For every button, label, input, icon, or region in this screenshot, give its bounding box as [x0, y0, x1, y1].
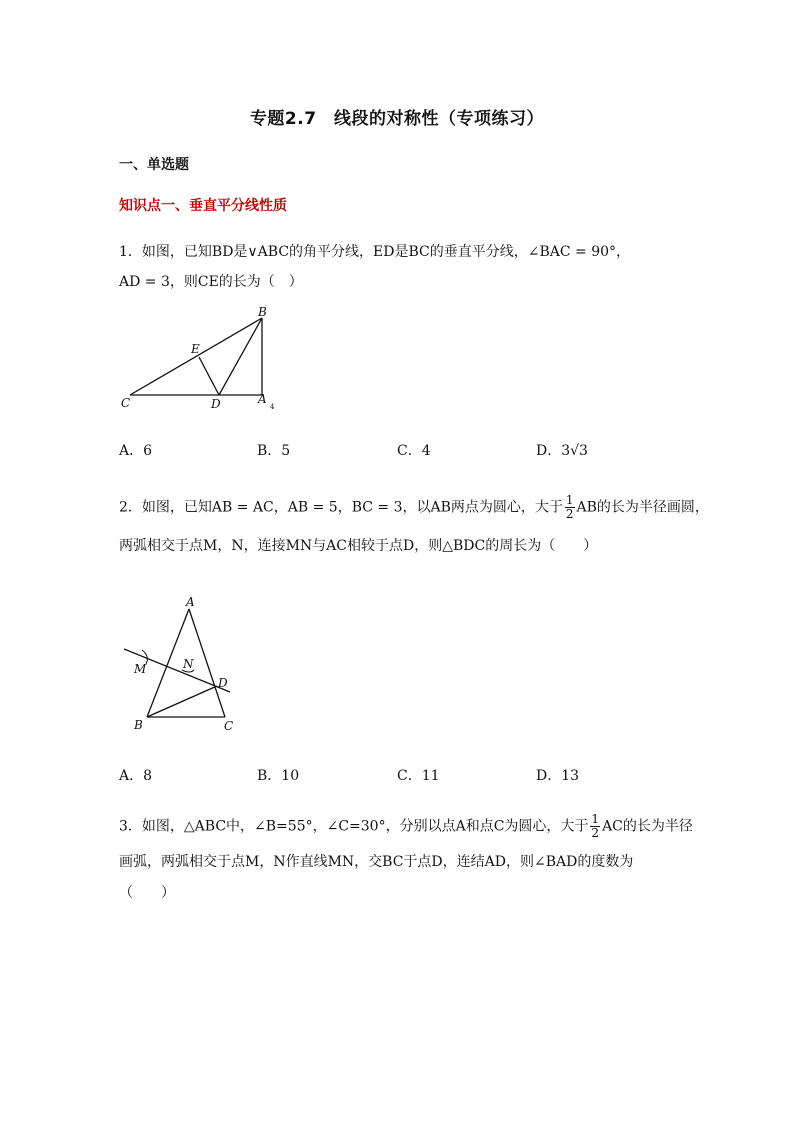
q2-text-line1-a: 2．如图，已知AB = AC，AB = 5，BC = 3，以AB两点为圆心，大于	[119, 499, 563, 516]
q2-option-a[interactable]: A．8	[119, 768, 153, 784]
q2-fraction-denominator: 2	[565, 507, 574, 521]
q3-fraction-numerator: 1	[591, 812, 600, 826]
q1-segment-ed	[199, 357, 219, 395]
q1-text-line2: AD = 3，则CE的长为（ ）	[119, 274, 303, 290]
q1-option-d[interactable]: D．3√3	[536, 443, 588, 459]
q2-option-d[interactable]: D．13	[536, 768, 580, 784]
q1-segment-bd	[219, 318, 262, 395]
q1-label-a: A	[258, 392, 267, 406]
document-title: 专题2.7 线段的对称性（专项练习）	[249, 109, 545, 129]
q1-option-b[interactable]: B．5	[257, 443, 291, 459]
q2-label-a: A	[186, 595, 195, 609]
q1-label-c: C	[121, 396, 131, 410]
q1-label-e: E	[191, 342, 200, 356]
q3-fraction-denominator: 2	[591, 826, 600, 840]
q3-text-line1-b: AC的长为半径	[602, 818, 693, 835]
q2-option-c[interactable]: C．11	[397, 768, 440, 784]
q2-fraction	[565, 494, 575, 521]
q2-label-n: N	[183, 657, 194, 671]
q2-label-b: B	[134, 718, 143, 732]
q2-figure	[120, 592, 245, 737]
q1-label-d: D	[211, 397, 221, 411]
q2-label-c: C	[224, 719, 234, 733]
q1-label-small: 4	[270, 403, 275, 411]
section-heading: 一、单选题	[119, 157, 189, 173]
q2-fraction-numerator: 1	[565, 493, 574, 507]
q2-option-b[interactable]: B．10	[257, 768, 300, 784]
q1-text-line1: 1．如图，已知BD是∨ABC的角平分线，ED是BC的垂直平分线，∠BAC = 90°，	[119, 244, 631, 260]
knowledge-point-heading: 知识点一、垂直平分线性质	[119, 198, 287, 214]
q3-fraction	[590, 813, 600, 840]
q3-text-line3: （ ）	[119, 885, 175, 901]
q2-label-m: M	[134, 662, 147, 676]
q3-text-line2: 画弧，两弧相交于点M，N作直线MN，交BC于点D，连结AD，则∠BAD的度数为	[119, 854, 634, 870]
q1-label-b: B	[258, 305, 267, 319]
q2-segment-ac	[189, 609, 225, 717]
q2-text-line1	[119, 494, 709, 521]
q1-segment-cb	[130, 318, 262, 395]
q1-figure	[115, 305, 285, 415]
q3-text-line1	[119, 813, 693, 840]
q1-option-a[interactable]: A．6	[119, 443, 153, 459]
q2-text-line1-b: AB的长为半径画圆，	[576, 499, 709, 516]
q2-text-line2: 两弧相交于点M，N，连接MN与AC相较于点D，则△BDC的周长为（ ）	[119, 538, 598, 554]
q2-label-d: D	[218, 676, 228, 690]
q1-option-c[interactable]: C．4	[397, 443, 431, 459]
q3-text-line1-a: 3．如图，△ABC中，∠B=55°，∠C=30°，分别以点A和点C为圆心，大于	[119, 818, 589, 835]
